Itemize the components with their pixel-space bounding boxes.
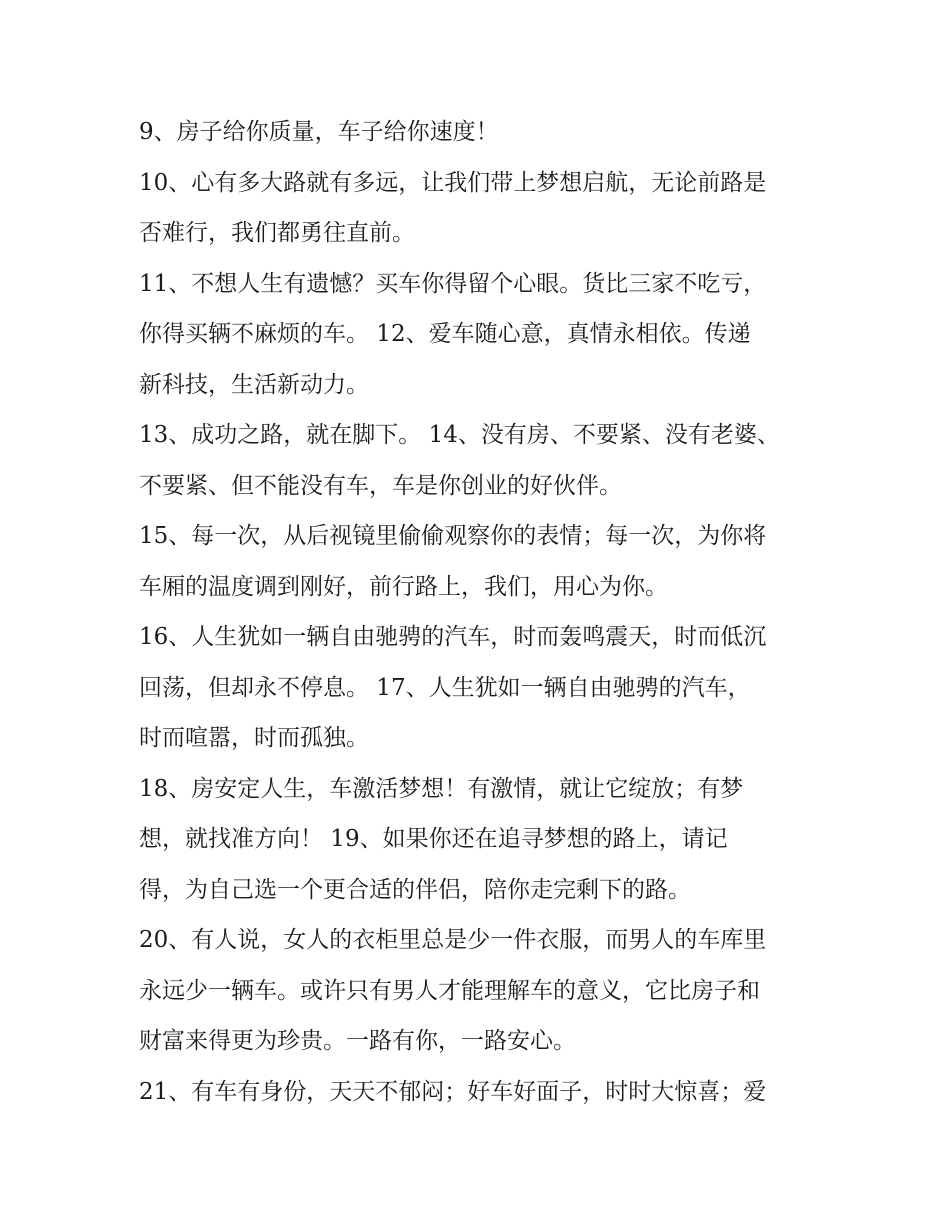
text-line: 新科技，生活新动力。 <box>139 371 369 398</box>
text-line: 时而喧嚣，时而孤独。 <box>139 725 369 751</box>
text-line: 9、房子给你质量，车子给你速度！ <box>139 119 499 145</box>
text-line: 10、心有多大路就有多远，让我们带上梦想启航，无论前路是 <box>139 169 767 196</box>
document-body <box>139 107 829 1117</box>
text-line: 不要紧、但不能没有车，车是你创业的好伙伴。 <box>139 472 622 499</box>
text-line: 得，为自己选一个更合适的伴侣，陪你走完剩下的路。 <box>139 876 691 903</box>
text-line: 想，就找准方向！ 19、如果你还在追寻梦想的路上，请记 <box>139 826 728 852</box>
text-line: 21、有车有身份，天天不郁闷；好车好面子，时时大惊喜；爱 <box>139 1078 767 1105</box>
text-line: 11、不想人生有遗憾？买车你得留个心眼。货比三家不吃亏， <box>139 270 767 297</box>
text-line: 财富来得更为珍贵。一路有你，一路安心。 <box>139 1028 576 1054</box>
text-line: 车厢的温度调到刚好，前行路上，我们，用心为你。 <box>139 573 668 600</box>
text-line: 16、人生犹如一辆自由驰骋的汽车，时而轰鸣震天，时而低沉 <box>139 624 767 650</box>
text-line: 回荡，但却永不停息。 17、人生犹如一辆自由驰骋的汽车， <box>139 674 751 701</box>
text-line: 18、房安定人生，车激活梦想！有激情，就让它绽放；有梦 <box>139 775 744 802</box>
text-line: 你得买辆不麻烦的车。 12、爱车随心意，真情永相依。传递 <box>139 321 751 347</box>
text-line: 15、每一次，从后视镜里偷偷观察你的表情；每一次，为你将 <box>139 523 767 549</box>
text-line: 永远少一辆车。或许只有男人才能理解车的意义，它比房子和 <box>139 977 760 1004</box>
text-line: 20、有人说，女人的衣柜里总是少一件衣服，而男人的车库里 <box>139 927 767 953</box>
text-line: 否难行，我们都勇往直前。 <box>139 220 415 246</box>
text-line: 13、成功之路，就在脚下。 14、没有房、不要紧、没有老婆、 <box>139 422 780 448</box>
